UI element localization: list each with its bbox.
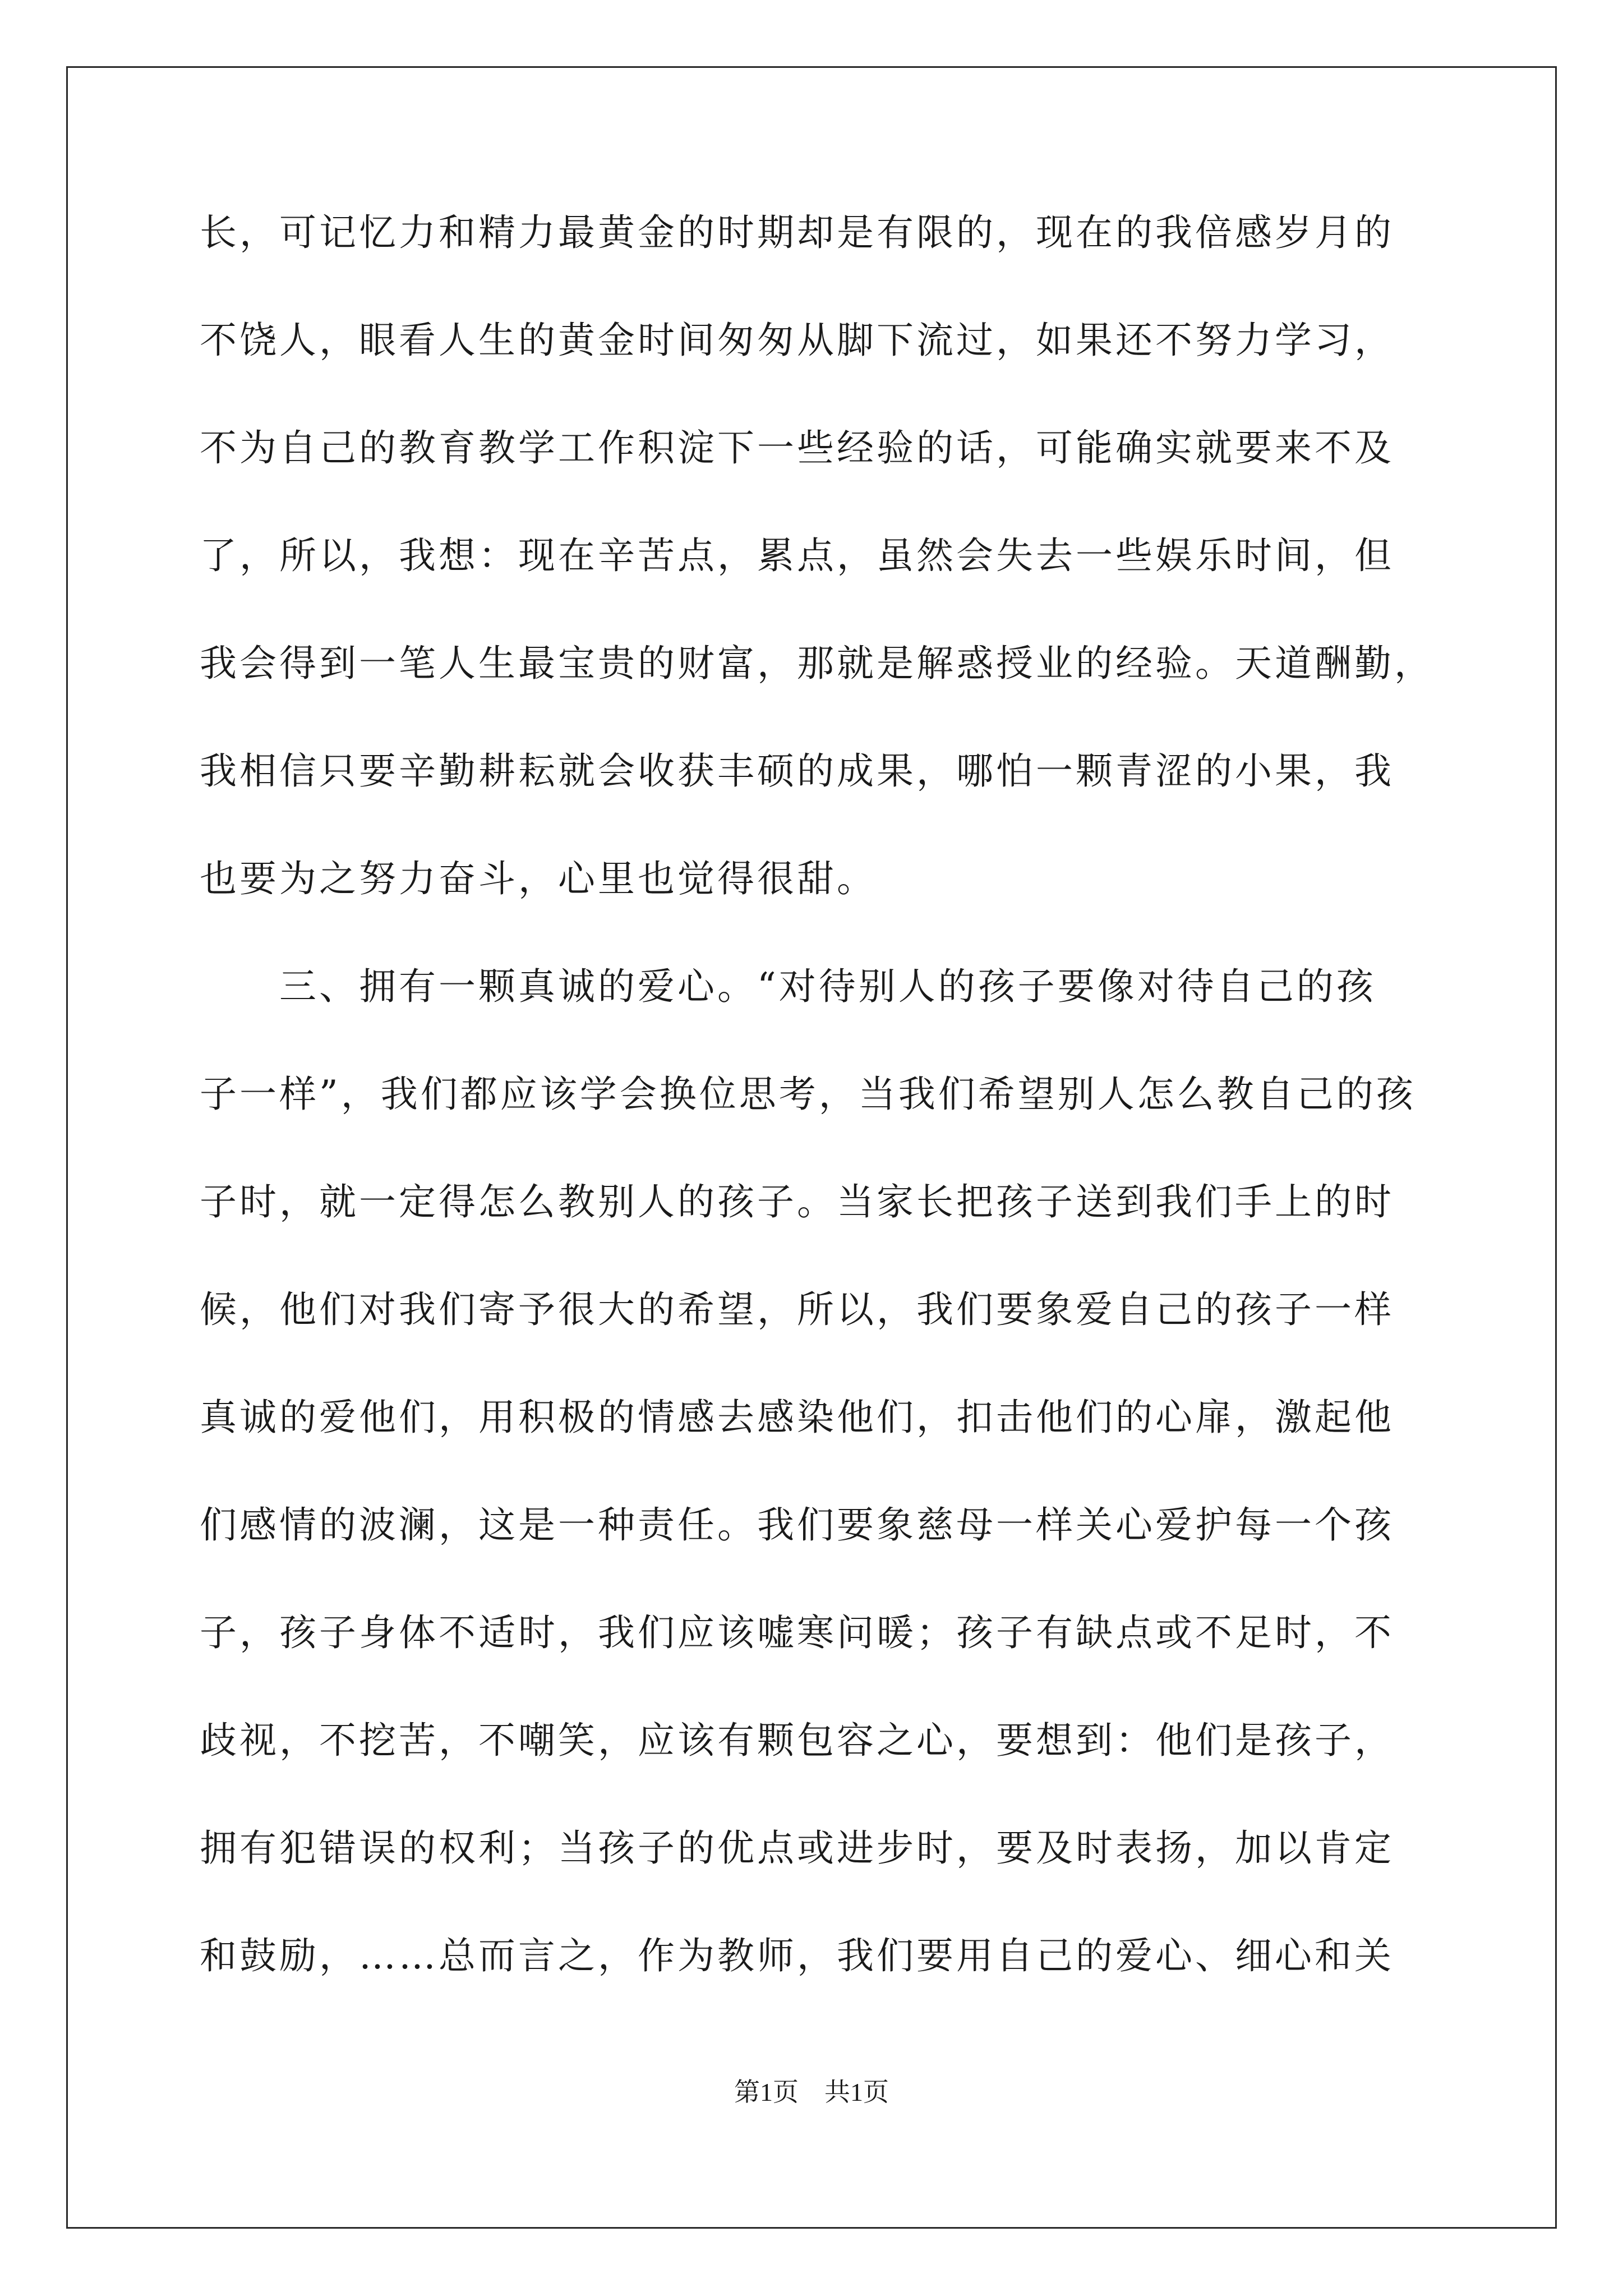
- text-line: 歧视，不挖苦，不嘲笑，应该有颗包容之心，要想到：他们是孩子，: [200, 1719, 1394, 1762]
- text-line: 真诚的爱他们，用积极的情感去感染他们，扣击他们的心扉，激起他: [200, 1396, 1394, 1439]
- text-line: 拥有犯错误的权利；当孩子的优点或进步时，要及时表扬，加以肯定: [200, 1826, 1394, 1870]
- page-number-footer: 第1页 共1页: [734, 2078, 889, 2106]
- paragraph-start-line: 三、拥有一颗真诚的爱心。“对待别人的孩子要像对待自己的孩: [200, 965, 1376, 1008]
- text-line: 子一样”，我们都应该学会换位思考，当我们希望别人怎么教自己的孩: [200, 1073, 1416, 1116]
- text-line: 也要为之努力奋斗，心里也觉得很甜。: [200, 857, 877, 900]
- text-line: 候，他们对我们寄予很大的希望，所以，我们要象爱自己的孩子一样: [200, 1288, 1394, 1331]
- text-line: 子时，就一定得怎么教别人的孩子。当家长把孩子送到我们手上的时: [200, 1180, 1394, 1223]
- text-line: 和鼓励，……总而言之，作为教师，我们要用自己的爱心、细心和关: [200, 1934, 1394, 1977]
- text-line: 们感情的波澜，这是一种责任。我们要象慈母一样关心爱护每一个孩: [200, 1503, 1394, 1547]
- text-line: 我相信只要辛勤耕耘就会收获丰硕的成果，哪怕一颗青涩的小果，我: [200, 749, 1394, 793]
- page-border: [66, 66, 1557, 2229]
- text-line: 子，孩子身体不适时，我们应该嘘寒问暖；孩子有缺点或不足时，不: [200, 1611, 1394, 1654]
- text-line: 了，所以，我想：现在辛苦点，累点，虽然会失去一些娱乐时间，但: [200, 534, 1394, 577]
- text-line: 不饶人，眼看人生的黄金时间匆匆从脚下流过，如果还不努力学习，: [200, 319, 1394, 362]
- text-line: 长，可记忆力和精力最黄金的时期却是有限的，现在的我倍感岁月的: [200, 211, 1394, 254]
- text-line: 不为自己的教育教学工作积淀下一些经验的话，可能确实就要来不及: [200, 426, 1394, 470]
- text-line: 我会得到一笔人生最宝贵的财富，那就是解惑授业的经验。天道酬勤，: [200, 642, 1434, 685]
